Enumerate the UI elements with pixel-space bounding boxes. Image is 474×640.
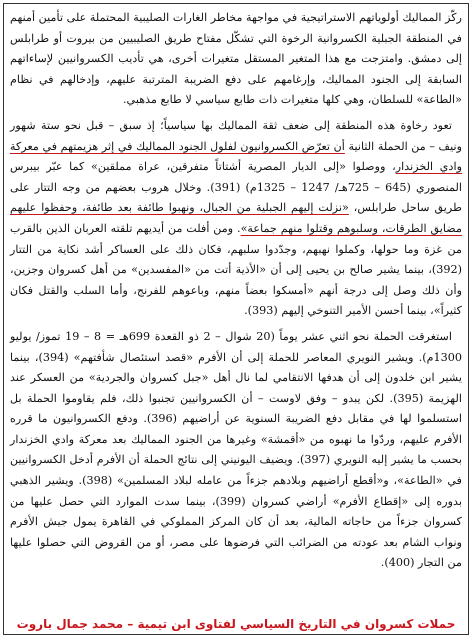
underlined-passage-attack: أن تعرّض الكسروانيون لفلول الجنود المماليك في إثر هزيمتهم في معركة وادي الخزندار: [10, 139, 463, 174]
paragraph-2-middle: ، ووصلوا «إلى الديار المصرية أشتاتاً متفرقين، عراة مملقين» كما عبّر بيبرس المنصوري (645 – 725هـ/ 1247 – 1325م): [10, 160, 462, 194]
paragraph-2-intro: تعود رخاوة هذه المنطقة إلى ضعف ثقة المماليك بها سياسياً؛ إذ سبق – قبل نحو ستة شهور ونيف – من الحملة الثانية: [10, 118, 462, 153]
document-page: [3, 3, 469, 635]
paragraph-2-end: . ومن أفلت من أيديهم تلقته العربان الذين بالقرب من غزة وما حولها، وكملوا نهبهم، وجدّدوا سلبهم، فكان ذلك على العساكر أشد نكاية من التتار (392)، بينما يشير صالح بن يحيى إلى أن «الأذية أتت من «المفسدين» من أهل كسروان وجزين، وأن ذلك وصل إلى درجة أنهم «أمسكوا بعضاً منهم، وباعوهم للفرنج، وأما السلب والقتل فكان كثيراً»، بينما أحسن الأمير التنوخي إليهم (393).: [10, 221, 462, 318]
paragraph-3: استغرقت الحملة نحو اثني عشر يوماً (20 شوال – 2 ذو القعدة 699هـ = 8 – 19 تموز/ يوليو 1300م). ويشير النويري المعاصر للحملة إلى أن الأفرم «قصد استئصال شأفتهم» (394)، بينما يشير ابن خلدون إلى أن هدفها الانتقامي لما نال أهل «جبل كسروان والجردية» من العسكر عند الهزيمة (395). لكن يبدو – وفق لاوست – أن الكسروانيين تجنبوا ذلك، فلم يقاوموا الحملة بل استسلموا لها في مقابل دفع الضريبة السنوية عن أراضيهم (396). ودفع الكسروانيون ما قرره الأفرم عليهم، وردّوا ما نهبوه من «أقمشة» وغيرها من الجنود المماليك بعد معركة وادي الخزندار بحسب ما يشير إليه النويري (397). ويضيف اليونيني إلى نتائج الحملة أن الأفرم أدخل الكسروانيين في «الطاعة»، و«أقطع أراضيهم وبلادهم جزءاً من عامله لبلاد المسلمين» (398). ويشير الذهبي بدوره إلى «إقطاع الأفرم» أراضي كسروان (399)، بينما سدت الموارد التي حصل عليها من كسروان جزءاً من حاجاته المالية، بعد أن كان المركز المملوكي في القاهرة يمول جيش الأفرم ونواب الشام بعد عودته من الضرائب التي فرضوها على مصر، أو من القروض التي حصلوا عليها من التجار (400).: [10, 329, 462, 570]
paragraph-2: [10, 116, 462, 322]
source-caption: حملات كسروان في التاريخ السياسي لفتاوى ابن تيمية – محمد جمال باروت: [16, 617, 456, 631]
paragraph-2-middle-2: . وخلال هروب بعضهم من وجه التتار على طريق ساحل طرابلس،: [10, 180, 462, 215]
paragraph-1: ركّز المماليك أولوياتهم الاستراتيجية في مواجهة مخاطر الغارات الصليبية المحتملة على تأمين أمنهم في المنطقة الجبلية الكسروانية الرخوة التي تشكّل مفتاح طريق الصليبيين من بيروت أو طرابلس إلى دمشق. وامتزجت مع هذا المتغير المستقل متغيرات أخرى، هي تأديب الكسروانيين لإساءاتهم السابقة إلى الجنود المماليك، وإرغامهم على دفع الضريبة المترتبة عليهم، وإدخالهم في نظام «الطاعة» للسلطان، وهي كلها متغيرات ذات طابع سياسي لا طابع مذهبي.: [10, 11, 462, 107]
footnote-ref: (391): [210, 180, 246, 194]
underlined-passage-looting: «نزلت إليهم الجبلية من الجبال، ونهبوا طائفة بعد طائفة، وحفظوا عليهم مضايق الطرقات، وسلبوهم وقتلوا منهم جماعة»: [10, 201, 463, 235]
document-body: [10, 8, 462, 610]
